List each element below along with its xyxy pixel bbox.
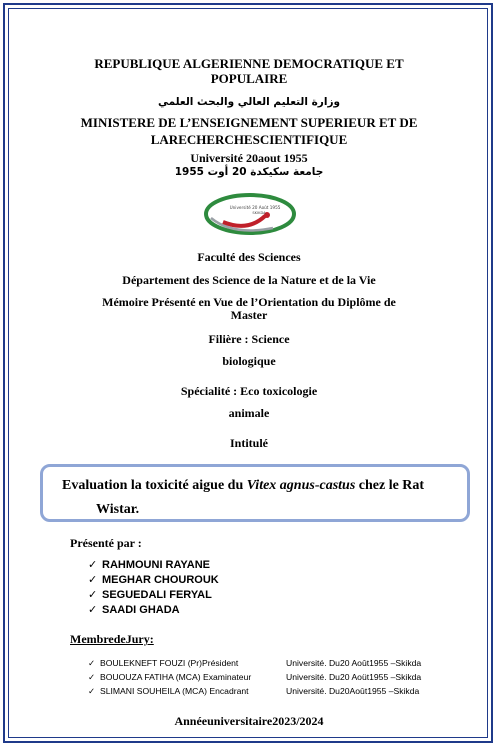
university-logo bbox=[203, 192, 298, 236]
academic-year: Annéeuniversitaire2023/2024 bbox=[174, 714, 324, 728]
check-icon: ✓ bbox=[88, 658, 96, 668]
filiere-line-1: Filière : Science bbox=[208, 332, 290, 346]
jury-member-affiliation: Université. Du20 Août1955 –Skikda bbox=[286, 658, 422, 668]
student-name: RAHMOUNI RAYANE bbox=[102, 559, 210, 571]
check-icon: ✓ bbox=[88, 686, 96, 696]
specialite-line-1: Spécialité : Eco toxicologie bbox=[180, 384, 318, 398]
jury-member-name: SLIMANI SOUHEILA (MCA) Encadrant bbox=[100, 686, 249, 696]
check-icon: ✓ bbox=[88, 672, 96, 682]
ministry-arabic: وزارة التعليم العالي والبحث العلمي bbox=[157, 96, 341, 108]
filiere-line-2: biologique bbox=[222, 354, 276, 368]
student-item bbox=[88, 558, 210, 572]
ministry-line-2: LARECHERCHESCIENTIFIQUE bbox=[150, 132, 348, 147]
republic-line-2: POPULAIRE bbox=[210, 71, 288, 86]
department: Département des Science de la Nature et de la Vie bbox=[122, 273, 376, 287]
presented-by-label: Présenté par : bbox=[70, 536, 142, 550]
thesis-title bbox=[62, 474, 462, 522]
memoire-line-2: Master bbox=[230, 308, 268, 322]
jury-member-name: BOULEKNEFT FOUZI (Pr)Président bbox=[100, 658, 239, 668]
logo-text-1: Université 20 Août 1955 bbox=[229, 205, 281, 210]
check-icon: ✓ bbox=[88, 574, 98, 586]
check-icon: ✓ bbox=[88, 559, 98, 571]
student-name: SAADI GHADA bbox=[102, 604, 180, 616]
jury-member-name: BOUOUZA FATIHA (MCA) Examinateur bbox=[100, 672, 252, 682]
university-arabic: جامعة سكيكدة 20 أوت 1955 bbox=[174, 166, 324, 178]
university-name: Université 20aout 1955 bbox=[190, 151, 308, 165]
republic-line-1: REPUBLIQUE ALGERIENNE DEMOCRATIQUE ET bbox=[94, 56, 404, 71]
logo-text-2: SKIKDA bbox=[252, 211, 266, 215]
ministry-line-1: MINISTERE DE L’ENSEIGNEMENT SUPERIEUR ET DE bbox=[80, 115, 418, 130]
jury-member-affiliation: Université. Du20Août1955 –Skikda bbox=[286, 686, 420, 696]
check-icon: ✓ bbox=[88, 604, 98, 616]
student-item bbox=[88, 588, 212, 602]
thesis-title-species: Vitex agnus-castus bbox=[246, 478, 356, 493]
specialite-line-2: animale bbox=[228, 406, 270, 420]
jury-member-affiliation: Université. Du20 Aoüt1955 –Skikda bbox=[286, 672, 422, 682]
student-item bbox=[88, 573, 219, 587]
memoire-line-1: Mémoire Présenté en Vue de l’Orientation du Diplôme de bbox=[102, 295, 396, 309]
jury-label: MembredeJury: bbox=[70, 632, 154, 646]
thesis-title-part-2: chez le Rat bbox=[355, 478, 425, 493]
student-name: SEGUEDALI FERYAL bbox=[102, 589, 212, 601]
student-item bbox=[88, 603, 180, 617]
student-name: MEGHAR CHOUROUK bbox=[102, 574, 219, 586]
thesis-title-line-2: Wistar. bbox=[96, 502, 140, 517]
thesis-title-part-1: Evaluation la toxicité aigue du bbox=[62, 478, 247, 493]
intitule: Intitulé bbox=[229, 436, 268, 450]
faculty: Faculté des Sciences bbox=[197, 250, 301, 264]
check-icon: ✓ bbox=[88, 589, 98, 601]
